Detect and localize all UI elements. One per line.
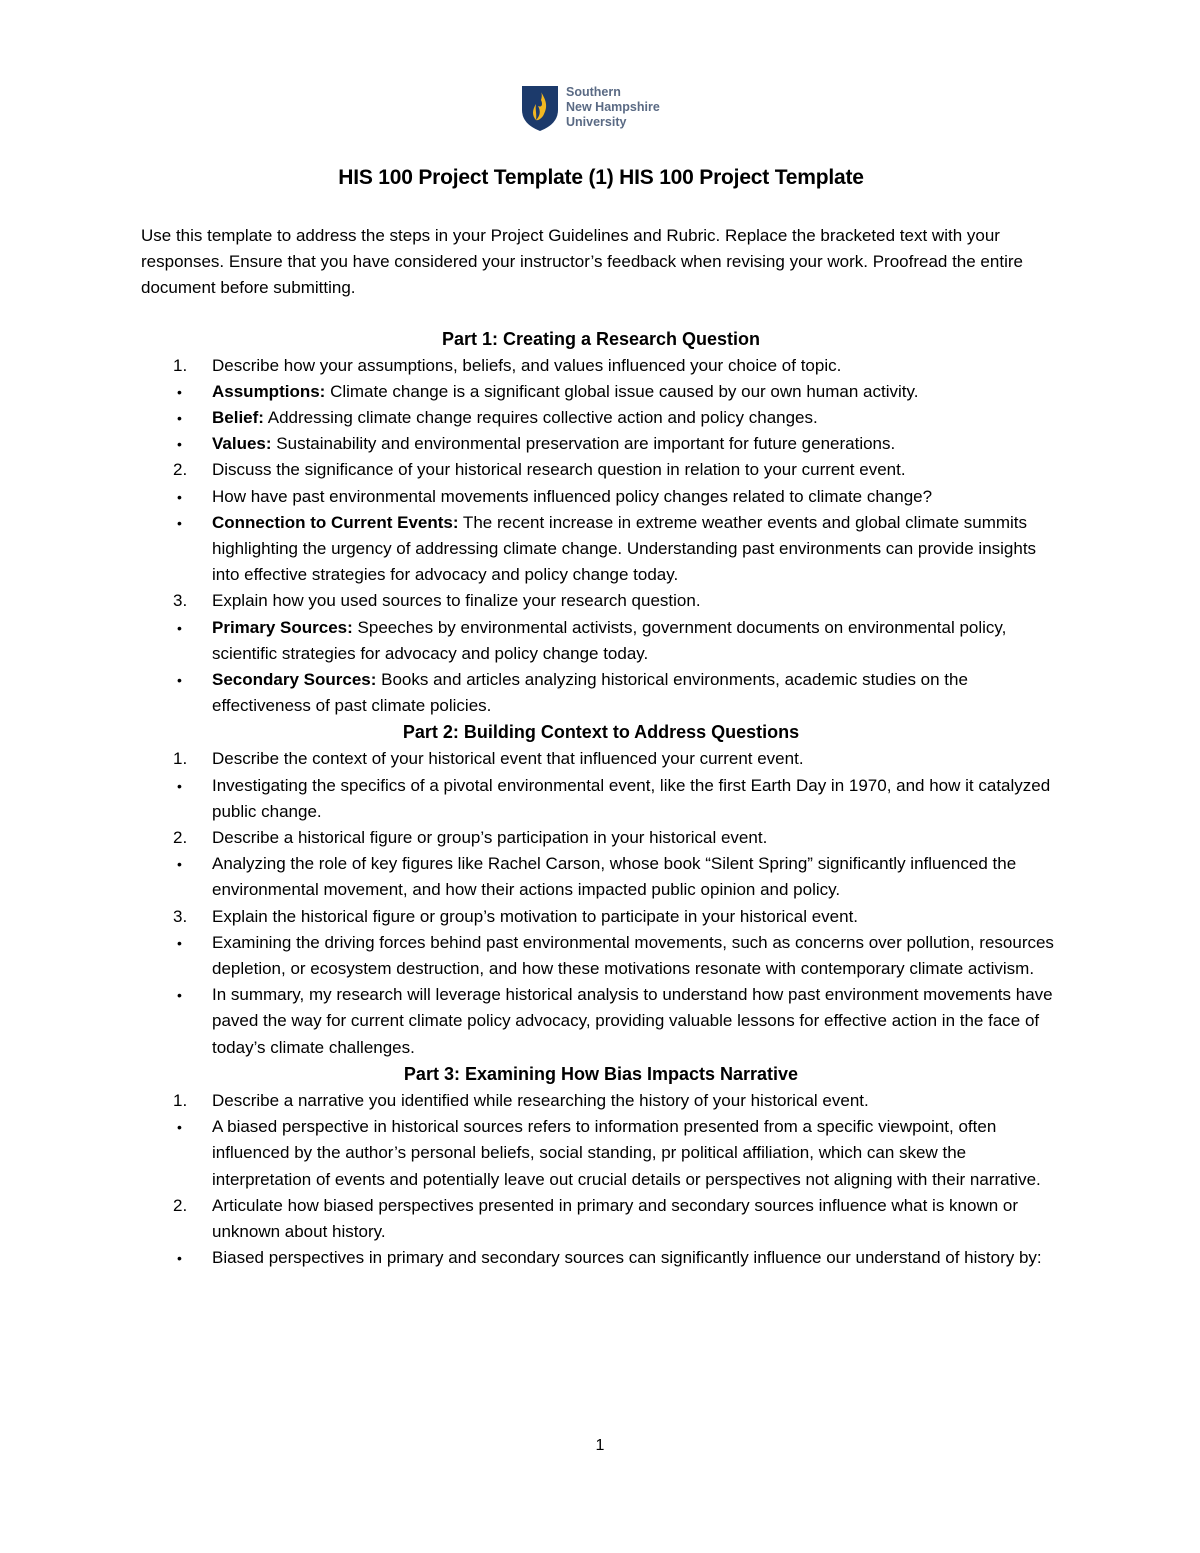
list-number: 2.	[173, 1195, 188, 1215]
part1-bullet-belief	[141, 405, 1061, 431]
list-number: 1.	[173, 355, 188, 375]
bullet-label: Values:	[212, 434, 272, 454]
bullet-text: Addressing climate change requires collective action and policy changes.	[263, 408, 818, 428]
bullet-text: A biased perspective in historical sources refers to information presented from a specific viewpoint, often influenced by the author’s personal beliefs, social standing, pr political affiliation, which can skew the interpretation of events and potentially leave out crucial details or perspectives not aligning with their narrative.	[212, 1117, 1041, 1189]
logo-wordmark	[566, 85, 660, 130]
part1-question-1	[141, 353, 1061, 379]
bullet-label: Assumptions:	[212, 381, 326, 401]
bullet-icon: •	[177, 410, 182, 427]
bullet-icon: •	[177, 619, 182, 636]
bullet-icon: •	[177, 514, 182, 531]
question-text: Explain how you used sources to finalize your research question.	[212, 591, 701, 611]
part1-bullet-primary-sources	[141, 615, 1061, 667]
part3-bullet-2	[141, 1245, 1061, 1271]
bullet-text: Biased perspectives in primary and secondary sources can significantly influence our understand of history by:	[212, 1248, 1042, 1268]
part2-question-1	[141, 746, 1061, 772]
bullet-label: Belief:	[212, 408, 264, 428]
intro-paragraph: Use this template to address the steps in your Project Guidelines and Rubric. Replace the bracketed text with your responses. Ensure that you have considered your instructor’s feedback when revising your work. Proofread the entire document before submitting.	[141, 226, 1023, 298]
list-number: 3.	[173, 591, 188, 611]
bullet-icon: •	[177, 436, 182, 453]
bullet-icon: •	[177, 383, 182, 400]
university-logo	[520, 84, 690, 132]
bullet-icon: •	[177, 934, 182, 951]
list-number: 2.	[173, 828, 188, 848]
part2-question-3	[141, 904, 1061, 930]
part1-bullet-research-question	[141, 484, 1061, 510]
question-text: Describe a historical figure or group’s participation in your historical event.	[212, 828, 768, 848]
question-text: Describe how your assumptions, beliefs, and values influenced your choice of topic.	[212, 355, 842, 375]
bullet-label: Connection to Current Events:	[212, 512, 459, 532]
part3-heading: Part 3: Examining How Bias Impacts Narrative	[403, 1063, 799, 1084]
list-number: 1.	[173, 1090, 188, 1110]
document-body	[141, 163, 1061, 1271]
part1-heading: Part 1: Creating a Research Question	[441, 328, 761, 349]
part1-question-2	[141, 457, 1061, 483]
shield-flame-icon	[520, 84, 560, 132]
bullet-icon: •	[177, 1119, 182, 1136]
part2-bullet-2	[141, 851, 1061, 903]
document-title: HIS 100 Project Template (1) HIS 100 Project Template	[338, 166, 864, 189]
part2-bullet-1	[141, 773, 1061, 825]
bullet-icon: •	[177, 488, 182, 505]
part3-question-2	[141, 1193, 1061, 1245]
part1-bullet-values	[141, 431, 1061, 457]
list-number: 1.	[173, 749, 188, 769]
list-number: 3.	[173, 906, 188, 926]
bullet-text: In summary, my research will leverage historical analysis to understand how past environment movements have paved the way for current climate policy advocacy, providing valuable lessons for effective action in the face of today’s climate challenges.	[212, 985, 1053, 1057]
bullet-label: Primary Sources:	[212, 617, 353, 637]
part2-question-2	[141, 825, 1061, 851]
bullet-text: Speeches by environmental activists, government documents on environmental policy, scientific strategies for advocacy and policy change today.	[212, 617, 1007, 663]
bullet-icon: •	[177, 1250, 182, 1267]
logo-line-1: Southern	[566, 85, 621, 99]
logo-line-3: University	[566, 115, 627, 129]
question-text: Articulate how biased perspectives presented in primary and secondary sources influence what is known or unknown about history.	[212, 1195, 1019, 1241]
bullet-icon: •	[177, 987, 182, 1004]
bullet-text: Climate change is a significant global issue caused by our own human activity.	[325, 381, 919, 401]
part1-bullet-assumptions	[141, 379, 1061, 405]
bullet-text: The recent increase in extreme weather events and global climate summits highlighting the urgency of addressing climate change. Understanding past environments can provide insights into effective strategies for advocacy and policy change today.	[212, 512, 1037, 585]
part2-bullet-3	[141, 930, 1061, 982]
bullet-text: How have past environmental movements influenced policy changes related to climate change?	[212, 486, 933, 506]
bullet-text: Examining the driving forces behind past environmental movements, such as concerns over pollution, resources depletion, or ecosystem destruction, and how these motivations resonate with contemporary climate activism.	[212, 932, 1054, 979]
question-text: Describe the context of your historical event that influenced your current event.	[212, 749, 804, 769]
question-text: Discuss the significance of your historical research question in relation to your current event.	[212, 460, 906, 480]
bullet-text: Books and articles analyzing historical environments, academic studies on the effectiveness of past climate policies.	[212, 670, 968, 716]
bullet-icon: •	[177, 672, 182, 689]
part3-question-1	[141, 1088, 1061, 1114]
bullet-text: Sustainability and environmental preservation are important for future generations.	[271, 434, 896, 454]
part2-bullet-summary	[141, 982, 1061, 1061]
question-text: Describe a narrative you identified while researching the history of your historical event.	[212, 1090, 869, 1110]
part1-question-3	[141, 588, 1061, 614]
logo-line-2: New Hampshire	[566, 100, 660, 114]
question-text: Explain the historical figure or group’s motivation to participate in your historical event.	[212, 906, 859, 926]
part2-heading: Part 2: Building Context to Address Questions	[402, 722, 800, 743]
bullet-text: Investigating the specifics of a pivotal environmental event, like the first Earth Day in 1970, and how it catalyzed public change.	[212, 775, 1051, 821]
bullet-label: Secondary Sources:	[212, 670, 377, 690]
part3-bullet-1	[141, 1114, 1061, 1193]
part1-bullet-connection	[141, 510, 1061, 589]
bullet-text: Analyzing the role of key figures like Rachel Carson, whose book “Silent Spring” significantly influenced the environmental movement, and how their actions impacted public opinion and policy.	[212, 854, 1017, 900]
list-number: 2.	[173, 460, 188, 480]
bullet-icon: •	[177, 856, 182, 873]
part1-bullet-secondary-sources	[141, 667, 1061, 719]
page-number: 1	[595, 1437, 605, 1454]
bullet-icon: •	[177, 777, 182, 794]
